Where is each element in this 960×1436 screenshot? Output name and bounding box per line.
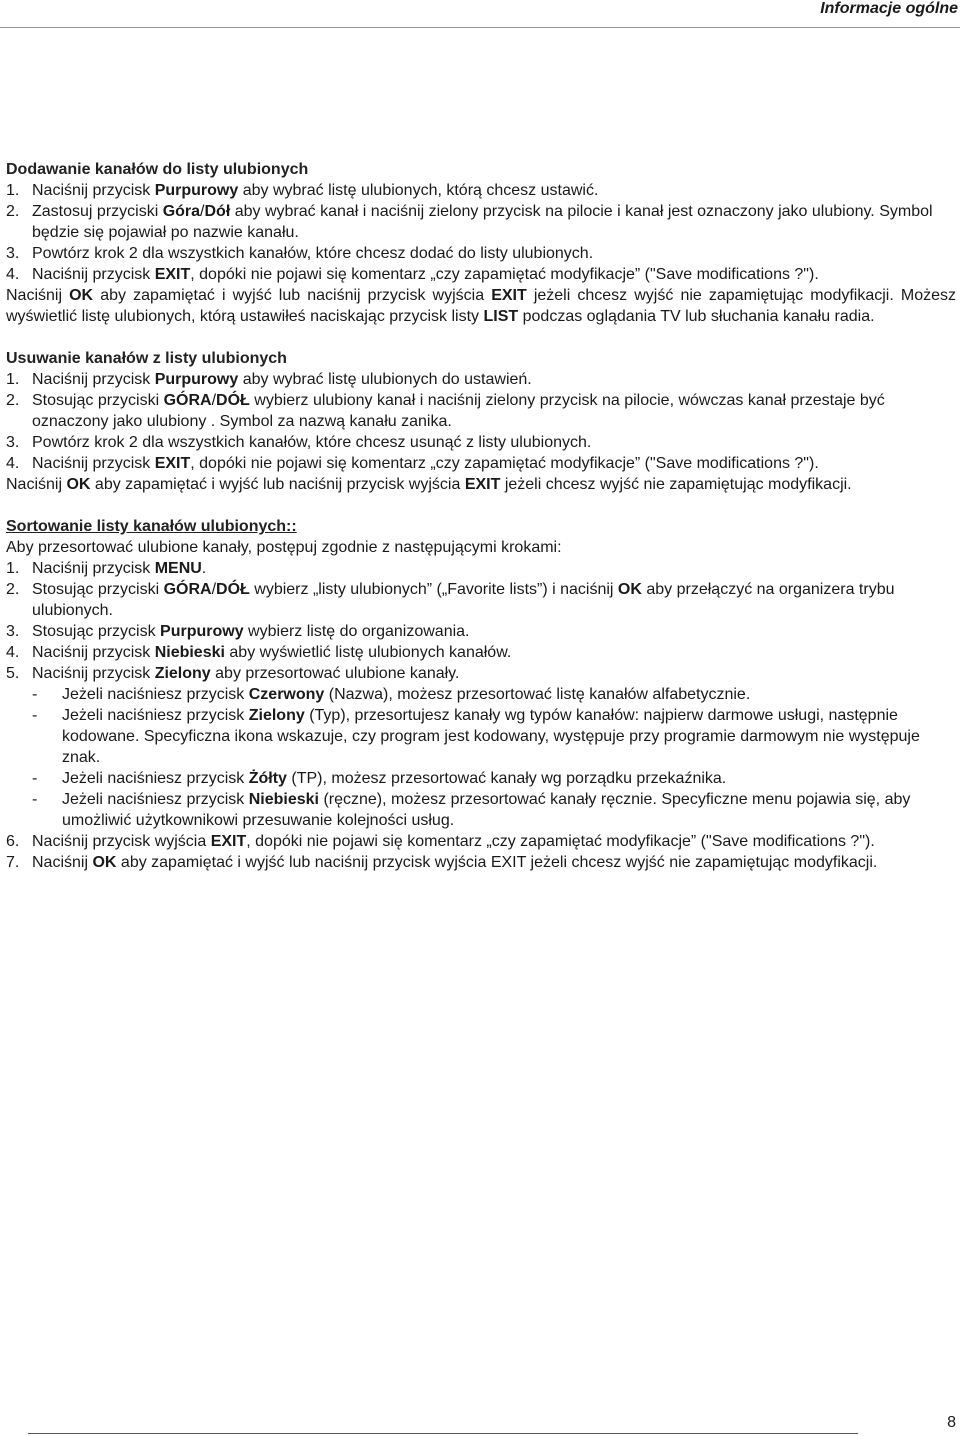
list-item-number: 2.	[6, 581, 20, 598]
section	[6, 159, 956, 327]
text-run: wybierz „listy ulubionych” („Favorite lists”) i naciśnij	[249, 581, 618, 598]
text-run: /	[200, 203, 205, 220]
text-run: aby wybrać listę ulubionych, którą chcesz ustawić.	[238, 182, 599, 199]
list-item	[6, 264, 956, 285]
text-run: , dopóki nie pojawi się komentarz „czy zapamiętać modyfikacje” ("Save modifications ?").	[246, 833, 875, 850]
text-run: Aby przesortować ulubione kanały, postępuj zgodnie z następującymi krokami:	[6, 539, 562, 556]
list-item-number: 4.	[6, 644, 20, 661]
running-header: Informacje ogólne	[820, 0, 958, 17]
text-run: .	[201, 560, 207, 577]
list-item	[6, 558, 956, 579]
list-item	[6, 852, 956, 873]
text-run: Stosując przyciski	[32, 581, 164, 598]
text-run: aby wybrać listę ulubionych do ustawień.	[238, 371, 532, 388]
footer-divider	[28, 1433, 858, 1434]
bold-text: DÓŁ	[216, 392, 250, 409]
list-item	[6, 180, 956, 201]
text-run: aby zapamiętać i wyjść lub naciśnij przycisk wyjścia EXIT jeżeli chcesz wyjść nie zapamiętując modyfikacji.	[116, 854, 878, 871]
bold-text: Zielony	[248, 707, 305, 724]
text-run: aby zapamiętać i wyjść lub naciśnij przycisk wyjścia	[93, 287, 492, 304]
text-run: Jeżeli naciśniesz przycisk	[62, 791, 249, 808]
text-run: Zastosuj przyciski	[32, 203, 163, 220]
bold-text: OK	[69, 287, 94, 304]
text-run: aby zapamiętać i wyjść lub naciśnij przycisk wyjścia	[90, 476, 465, 493]
text-run: Naciśnij	[6, 476, 67, 493]
text-run: Naciśnij przycisk	[32, 266, 155, 283]
list-item-number: 4.	[6, 266, 20, 283]
text-run: wybierz listę do organizowania.	[243, 623, 470, 640]
list-item-number: 3.	[6, 623, 20, 640]
text-run: (TP), możesz przesortować kanały wg porządku przekaźnika.	[286, 770, 727, 787]
bold-text: Niebieski	[154, 644, 225, 661]
text-run: Jeżeli naciśniesz przycisk	[62, 770, 249, 787]
list-bullet: -	[32, 791, 38, 808]
section-title: Dodawanie kanałów do listy ulubionych	[6, 161, 309, 178]
list-item-number: 6.	[6, 833, 20, 850]
bold-text: EXIT	[210, 833, 247, 850]
list-item	[6, 453, 956, 474]
bold-text: Dół	[204, 203, 231, 220]
paragraph	[6, 285, 956, 327]
list-item	[6, 390, 956, 432]
text-run: /	[211, 392, 217, 409]
bold-text: Purpurowy	[160, 623, 244, 640]
text-run: Naciśnij przycisk	[32, 644, 155, 661]
paragraph	[6, 537, 956, 558]
list-item	[6, 621, 956, 642]
list-item	[6, 831, 956, 852]
text-run: Powtórz krok 2 dla wszystkich kanałów, które chcesz dodać do listy ulubionych.	[32, 245, 594, 262]
list-bullet: -	[32, 686, 38, 703]
list-item-number: 5.	[6, 665, 20, 682]
text-run: Naciśnij przycisk	[32, 560, 155, 577]
bold-text: EXIT	[154, 266, 191, 283]
section-title: Sortowanie listy kanałów ulubionych::	[6, 518, 297, 535]
list-item-number: 3.	[6, 245, 20, 262]
list-item-number: 4.	[6, 455, 20, 472]
text-run: jeżeli chcesz wyjść nie zapamiętując modyfikacji. Możesz wyświetlić listę ulubionych, którą ustawiłeś naciskając przycisk listy	[6, 287, 957, 325]
bold-text: LIST	[483, 308, 519, 325]
bold-text: Niebieski	[248, 791, 319, 808]
bold-text: EXIT	[491, 287, 527, 304]
text-run: , dopóki nie pojawi się komentarz „czy zapamiętać modyfikacje” ("Save modifications ?").	[190, 266, 819, 283]
bold-text: Purpurowy	[154, 182, 239, 199]
text-run: (Typ), przesortujesz kanały wg typów kanałów: najpierw darmowe usługi, następnie kodowane. Specyficzna ikona wskazuje, czy program jest kodowany, występuje przy programie darmowym nie występuje znak.	[62, 707, 920, 766]
sub-list-item	[6, 684, 956, 705]
bold-text: MENU	[154, 560, 202, 577]
bold-text: Purpurowy	[154, 371, 239, 388]
text-run: Naciśnij	[32, 854, 93, 871]
bold-text: OK	[617, 581, 642, 598]
bold-text: OK	[92, 854, 117, 871]
text-run: (ręczne), możesz przesortować kanały ręcznie. Specyficzne menu pojawia się, aby umożliwić użytkownikowi przesuwanie kolejności usług.	[62, 791, 911, 829]
document-body	[6, 159, 956, 894]
text-run: Stosując przycisk	[32, 623, 161, 640]
list-item-number: 1.	[6, 371, 20, 388]
text-run: jeżeli chcesz wyjść nie zapamiętując modyfikacji.	[500, 476, 852, 493]
sub-list-item	[6, 789, 956, 831]
section-title: Usuwanie kanałów z listy ulubionych	[6, 350, 287, 367]
page-number: 8	[947, 1414, 956, 1431]
list-item-number: 2.	[6, 392, 20, 409]
bold-text: Góra	[162, 203, 201, 220]
bold-text: GÓRA	[163, 581, 212, 598]
list-item-number: 2.	[6, 203, 20, 220]
text-run: aby przesortować ulubione kanały.	[210, 665, 460, 682]
bold-text: GÓRA	[163, 392, 212, 409]
list-item	[6, 201, 956, 243]
list-item	[6, 432, 956, 453]
section	[6, 348, 956, 495]
text-run: aby wyświetlić listę ulubionych kanałów.	[224, 644, 512, 661]
text-run: aby wybrać kanał i naciśnij zielony przycisk na pilocie i kanał jest oznaczony jako ulubiony. Symbol będzie się pojawiał po nazwie kanału.	[32, 203, 933, 241]
list-item	[6, 369, 956, 390]
text-run: Stosując przyciski	[32, 392, 164, 409]
text-run: /	[211, 581, 217, 598]
bold-text: Żółty	[248, 770, 287, 787]
text-run: Jeżeli naciśniesz przycisk	[62, 707, 249, 724]
list-bullet: -	[32, 770, 38, 787]
text-run: Naciśnij przycisk	[32, 182, 155, 199]
text-run: Naciśnij przycisk	[32, 371, 155, 388]
text-run: (Nazwa), możesz przesortować listę kanałów alfabetycznie.	[324, 686, 751, 703]
text-run: wybierz ulubiony kanał i naciśnij zielony przycisk na pilocie, wówczas kanał przestaje być oznaczony jako ulubiony . Symbol za nazwą kanału zanika.	[32, 392, 885, 430]
bold-text: DÓŁ	[216, 581, 250, 598]
text-run: Naciśnij przycisk	[32, 455, 155, 472]
text-run: aby przełączyć na organizera trybu ulubionych.	[32, 581, 895, 619]
text-run: podczas oglądania TV lub słuchania kanału radia.	[518, 308, 875, 325]
list-item	[6, 579, 956, 621]
list-item	[6, 243, 956, 264]
text-run: Powtórz krok 2 dla wszystkich kanałów, które chcesz usunąć z listy ulubionych.	[32, 434, 592, 451]
bold-text: Zielony	[154, 665, 211, 682]
list-item-number: 7.	[6, 854, 20, 871]
bold-text: Czerwony	[248, 686, 325, 703]
bold-text: EXIT	[464, 476, 501, 493]
bold-text: OK	[66, 476, 91, 493]
text-run: Jeżeli naciśniesz przycisk	[62, 686, 249, 703]
header-divider	[0, 27, 960, 28]
list-item-number: 1.	[6, 560, 20, 577]
text-run: , dopóki nie pojawi się komentarz „czy zapamiętać modyfikacje” ("Save modifications ?").	[190, 455, 819, 472]
list-item-number: 3.	[6, 434, 20, 451]
list-item-number: 1.	[6, 182, 20, 199]
list-item	[6, 663, 956, 684]
list-bullet: -	[32, 707, 38, 724]
section	[6, 516, 956, 873]
sub-list-item	[6, 768, 956, 789]
sub-list-item	[6, 705, 956, 768]
paragraph	[6, 474, 956, 495]
text-run: Naciśnij przycisk	[32, 665, 155, 682]
text-run: Naciśnij	[6, 287, 70, 304]
list-item	[6, 642, 956, 663]
text-run: Naciśnij przycisk wyjścia	[32, 833, 211, 850]
bold-text: EXIT	[154, 455, 191, 472]
